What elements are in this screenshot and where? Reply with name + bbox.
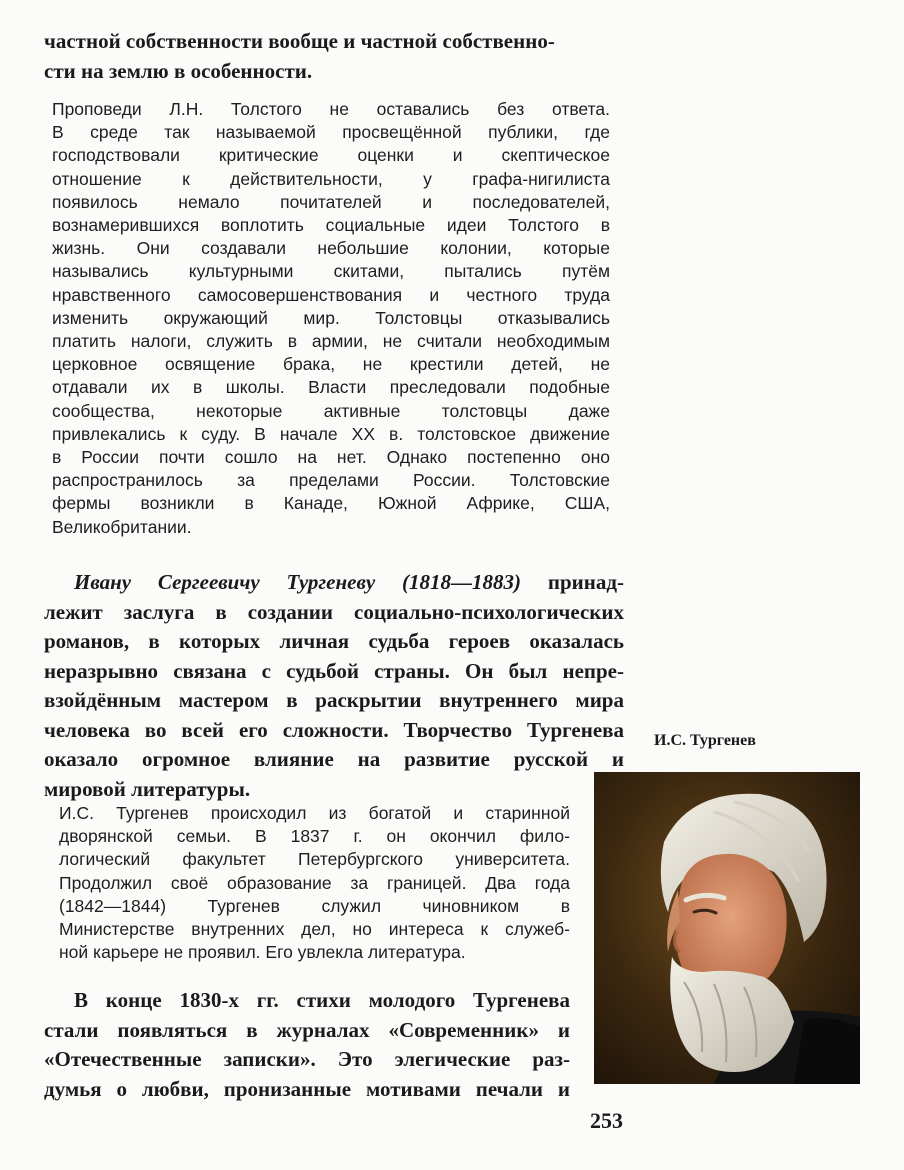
- text-line: отдавали их в школы. Власти преследовали подобные: [52, 377, 610, 398]
- turgenev-bio-note: [59, 802, 570, 964]
- text-line: В конце 1830-х гг. стихи молодого Тургенева: [74, 988, 570, 1012]
- text-line: человека во всей его сложности. Творчество Тургенева: [44, 717, 624, 742]
- turgenev-portrait: [594, 772, 860, 1084]
- text-line: жизнь. Они создавали небольшие колонии, которые: [52, 238, 610, 259]
- text-line: появилось немало почитателей и последователей,: [52, 191, 610, 212]
- text-line: церковное освящение брака, не крестили детей, не: [52, 354, 610, 375]
- text-fragment: принад-: [521, 570, 624, 594]
- text-line: отношение к действительности, у графа-нигилиста: [52, 168, 610, 189]
- text-line: мировой литературы.: [44, 776, 251, 801]
- text-line: привлекались к суду. В начале XX в. толстовское движение: [52, 423, 610, 444]
- text-line: [44, 568, 624, 598]
- text-line: Проповеди Л.Н. Толстого не оставались без ответа.: [52, 99, 610, 119]
- text-line: (1842—1844) Тургенев служил чиновником в: [59, 895, 570, 916]
- text-line: частной собственности вообще и частной собственно-: [44, 29, 555, 53]
- text-line: платить налоги, служить в армии, не считали необходимым: [52, 331, 610, 352]
- text-line: стали появляться в журналах «Современник» и: [44, 1017, 570, 1042]
- page-number: 253: [590, 1108, 623, 1133]
- text-line: В среде так называемой просвещённой публики, где: [52, 122, 610, 143]
- text-line: И.С. Тургенев происходил из богатой и старинной: [59, 803, 570, 823]
- text-line: вознамерившихся воплотить социальные идеи Толстого в: [52, 215, 610, 236]
- text-line: лежит заслуга в создании социально-психологических: [44, 599, 624, 624]
- text-line: романов, в которых личная судьба героев оказалась: [44, 629, 624, 653]
- text-line: Министерстве внутренних дел, но интереса к служеб-: [59, 919, 570, 940]
- text-line: логический факультет Петербургского университета.: [59, 849, 570, 870]
- text-line: нравственного самосовершенствования и честного труда: [52, 284, 610, 305]
- tolstoy-note: [52, 98, 610, 539]
- intro-paragraph: [44, 26, 624, 86]
- text-line: оказало огромное влияние на развитие русской и: [44, 747, 624, 771]
- text-line: изменить окружающий мир. Толстовцы отказывались: [52, 307, 610, 328]
- text-line: фермы возникли в Канаде, Южной Африке, США,: [52, 493, 610, 514]
- text-line: назывались культурными скитами, пытались путём: [52, 261, 610, 282]
- text-line: сти на землю в особенности.: [44, 59, 313, 83]
- text-line: господствовали критические оценки и скептическое: [52, 145, 610, 166]
- text-line: думья о любви, пронизанные мотивами печали и: [44, 1076, 570, 1101]
- text-line: взойдённым мастером в раскрытии внутреннего мира: [44, 688, 624, 712]
- text-line: Великобритании.: [52, 516, 192, 537]
- text-line: «Отечественные записки». Это элегические раз-: [44, 1047, 570, 1071]
- text-line: Продолжил своё образование за границей. Два года: [59, 872, 570, 893]
- text-line: в России почти сошло на нет. Однако постепенно оно: [52, 447, 610, 468]
- turgenev-poetry-paragraph: [44, 986, 570, 1104]
- text-line: сообщества, некоторые активные толстовцы даже: [52, 400, 610, 421]
- text-line: дворянской семьи. В 1837 г. он окончил фило-: [59, 826, 570, 847]
- text-line: распространилось за пределами России. Толстовские: [52, 470, 610, 491]
- turgenev-intro-paragraph: [44, 568, 624, 804]
- portrait-illustration: [594, 772, 860, 1084]
- text-line: неразрывно связана с судьбой страны. Он был непре-: [44, 658, 624, 683]
- portrait-caption: И.С. Тургенев: [654, 732, 756, 749]
- text-line: ной карьере не проявил. Его увлекла литература.: [59, 942, 466, 963]
- turgenev-name-italic: Ивану Сергеевичу Тургеневу (1818—1883): [74, 570, 522, 594]
